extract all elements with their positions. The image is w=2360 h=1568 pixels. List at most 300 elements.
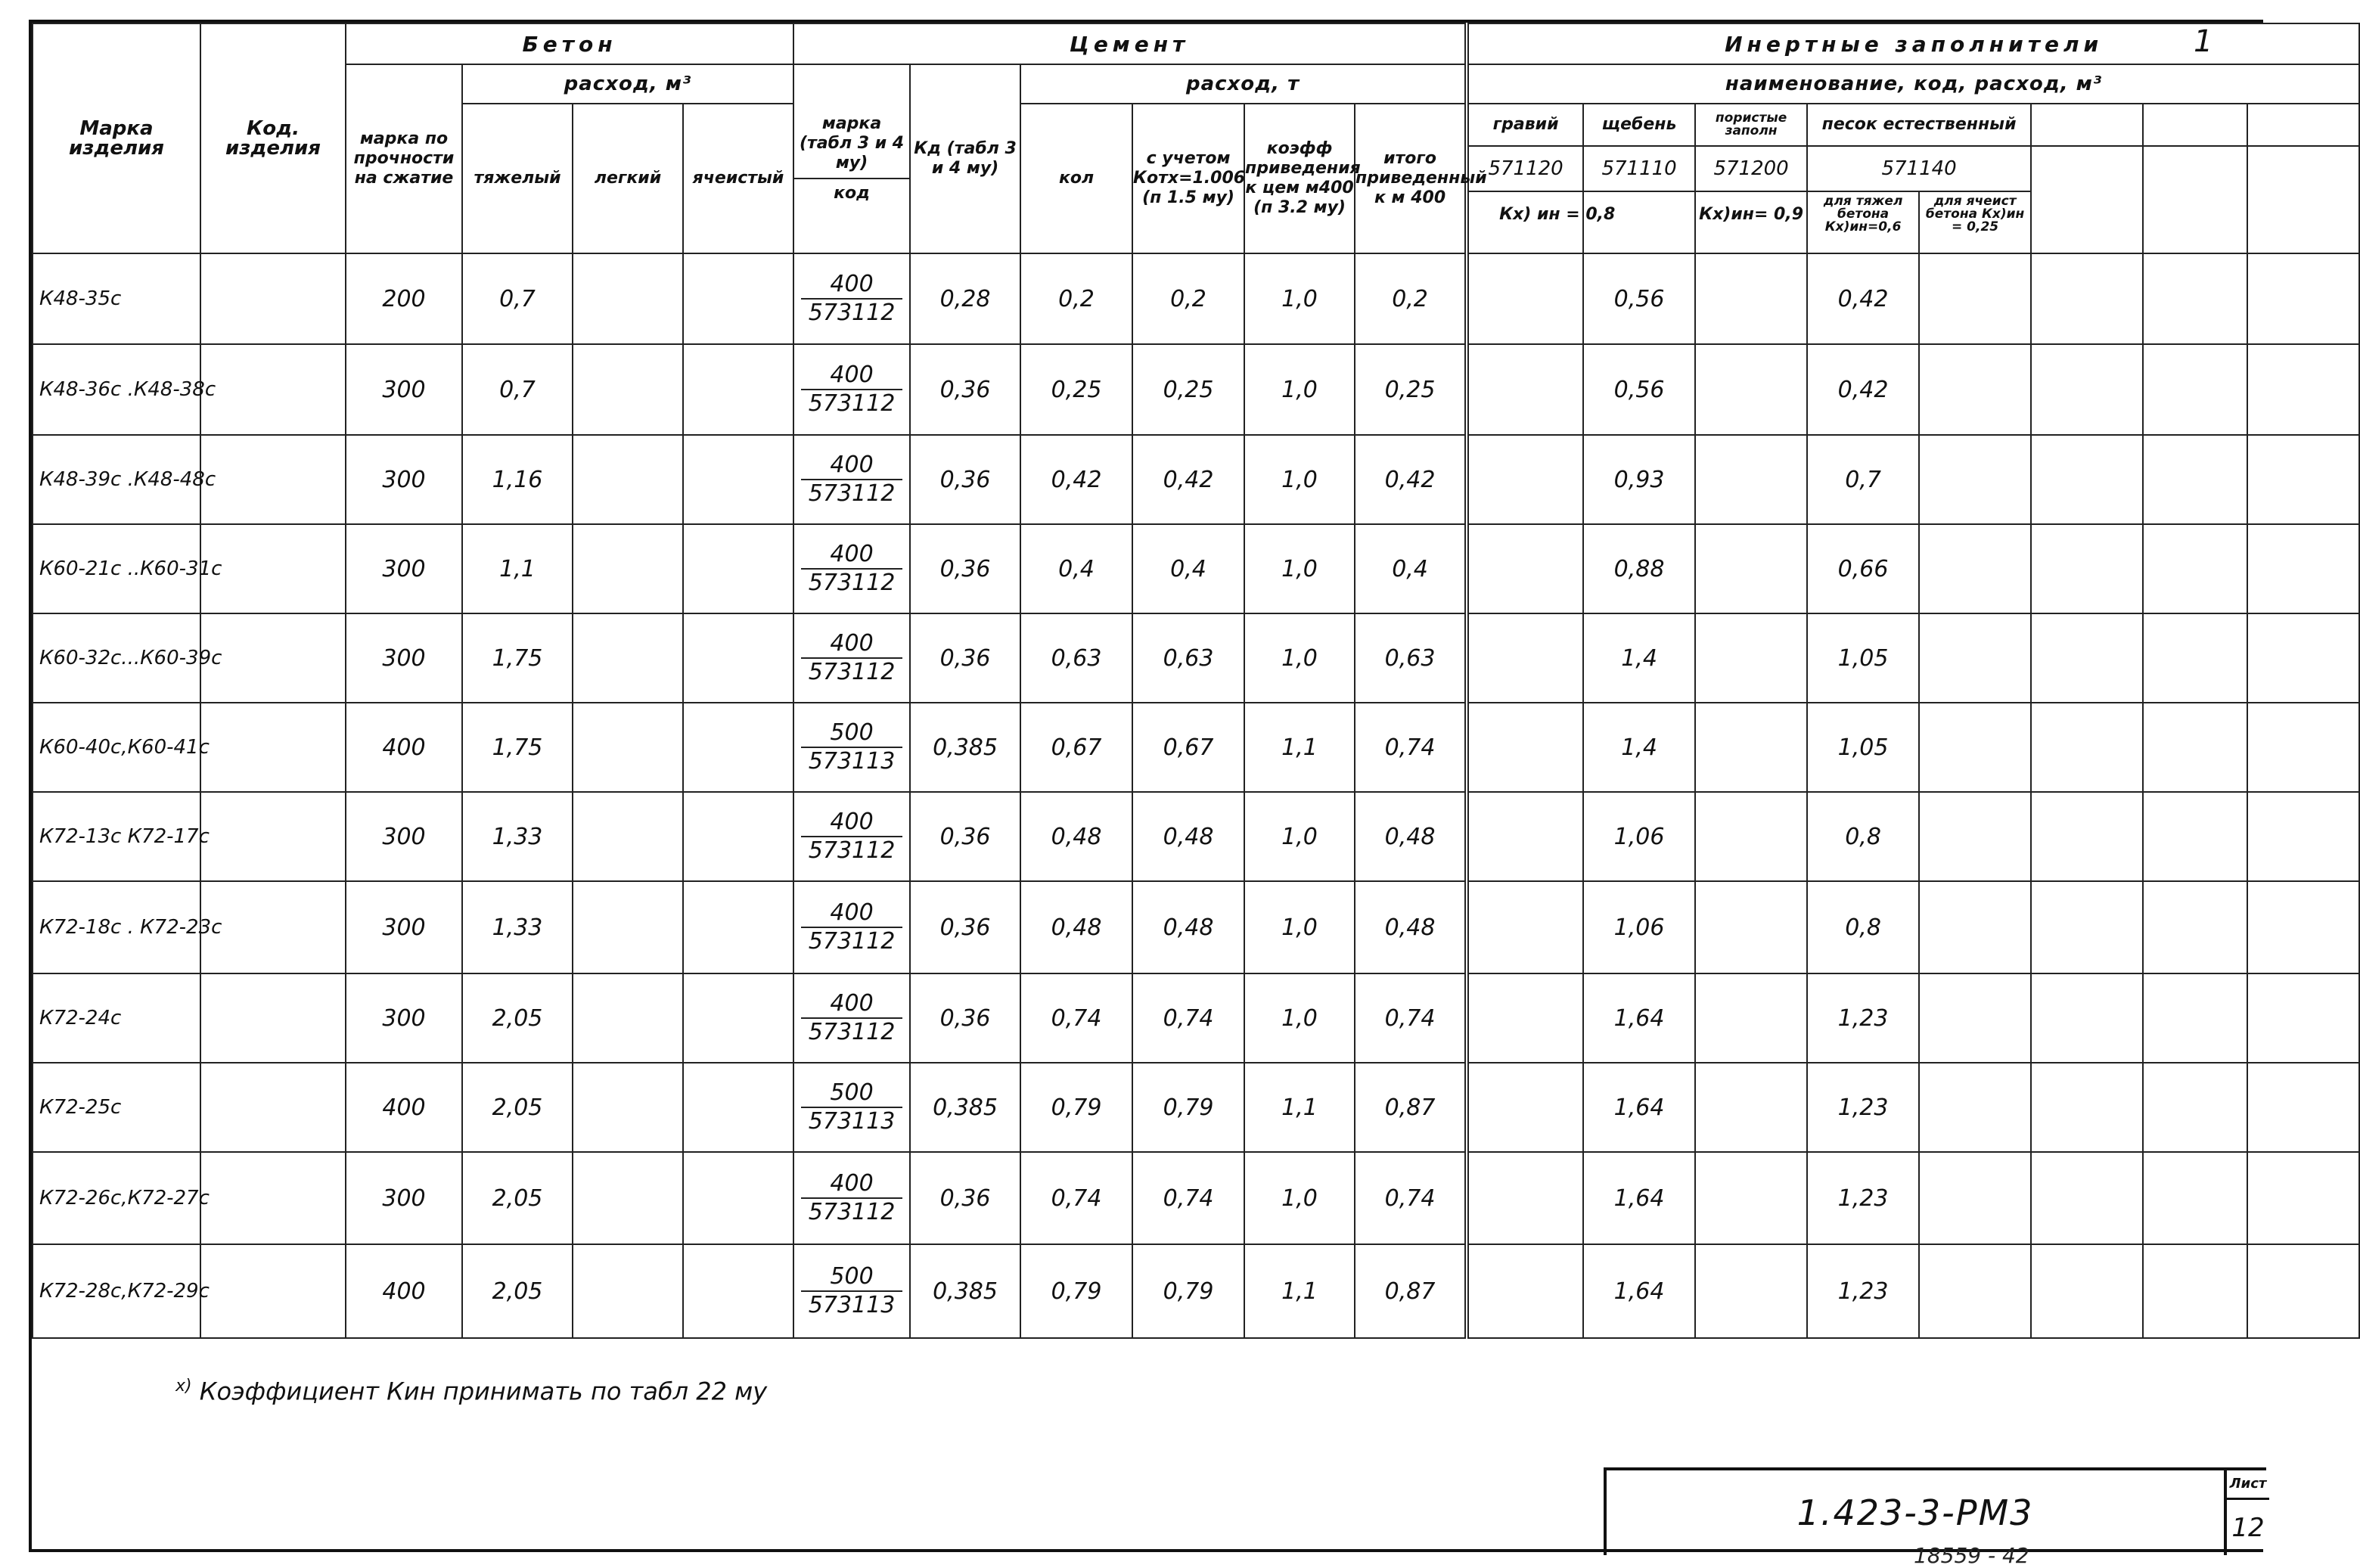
col-empty-4 (2031, 146, 2143, 253)
cement-kod-value: 573112 (808, 837, 896, 864)
title-block (1604, 1467, 2266, 1555)
cement-fraction (801, 809, 903, 865)
cell-name: К60-21с ..К60-31с (33, 524, 200, 613)
cell-kod (200, 1152, 346, 1244)
cell-e1 (2031, 524, 2143, 613)
cell-koef: 1,0 (1244, 524, 1355, 613)
cell-cement (793, 435, 910, 524)
cell-cement (793, 253, 910, 344)
corner-mark: 1 (2194, 24, 2213, 59)
col-shcheben: щебень (1583, 104, 1695, 146)
k-gravii: Кx) ин = 0,8 (1499, 205, 1616, 224)
cell-legk (573, 344, 683, 435)
cell-marka: 200 (346, 253, 462, 344)
cell-e2 (2143, 524, 2247, 613)
table-row (33, 1244, 2359, 1338)
cell-kol: 0,25 (1020, 344, 1132, 435)
cell-yach (683, 613, 793, 703)
cell-yach-pesok (1919, 524, 2031, 613)
cell-itogo: 0,2 (1355, 253, 1467, 344)
cell-poristye (1695, 524, 1807, 613)
cell-name: К60-32с...К60-39с (33, 613, 200, 703)
cell-e2 (2143, 1152, 2247, 1244)
k-poristye: Кx)ин= 0,9 (1699, 205, 1804, 224)
col-empty-1 (2031, 104, 2143, 146)
cement-kod-value: 573112 (808, 570, 896, 596)
cell-koef: 1,1 (1244, 1244, 1355, 1338)
cell-gravii (1467, 613, 1583, 703)
cell-legk (573, 881, 683, 973)
cell-marka: 400 (346, 1244, 462, 1338)
cell-e1 (2031, 1152, 2143, 1244)
materials-table (32, 23, 2360, 1339)
cell-e2 (2143, 792, 2247, 881)
col-cement-kol: кол (1020, 104, 1132, 253)
cell-cement (793, 881, 910, 973)
cell-marka: 300 (346, 435, 462, 524)
group-cement: Цемент (793, 23, 1467, 64)
cement-kod-value: 573113 (808, 1292, 896, 1318)
cell-koef: 1,0 (1244, 613, 1355, 703)
cell-e3 (2247, 344, 2359, 435)
cell-tyazh: 2,05 (462, 1244, 573, 1338)
cell-pesok: 0,42 (1807, 253, 1919, 344)
table-row (33, 792, 2359, 881)
cell-itogo: 0,74 (1355, 973, 1467, 1063)
cement-marka-value: 400 (801, 452, 903, 480)
cell-marka: 300 (346, 344, 462, 435)
cell-pesok: 1,23 (1807, 973, 1919, 1063)
cell-s-uch: 0,48 (1132, 881, 1244, 973)
cell-koef: 1,0 (1244, 344, 1355, 435)
cell-tyazh: 1,16 (462, 435, 573, 524)
col-pesok: песок естественный (1807, 104, 2031, 146)
cell-yach-pesok (1919, 703, 2031, 792)
table-row (33, 524, 2359, 613)
cell-itogo: 0,87 (1355, 1244, 1467, 1338)
cell-kol: 0,42 (1020, 435, 1132, 524)
cell-koef: 1,0 (1244, 253, 1355, 344)
cell-marka: 400 (346, 1063, 462, 1152)
col-beton-legk: легкий (573, 104, 683, 253)
cement-marka-value: 400 (801, 809, 903, 837)
cement-marka-value: 400 (801, 990, 903, 1019)
cell-cement (793, 703, 910, 792)
table-row (33, 973, 2359, 1063)
cell-shcheben: 1,4 (1583, 613, 1695, 703)
cell-kod (200, 613, 346, 703)
cell-gravii (1467, 1244, 1583, 1338)
header-row-1 (33, 23, 2359, 64)
cell-gravii (1467, 253, 1583, 344)
cell-poristye (1695, 703, 1807, 792)
cell-itogo: 0,25 (1355, 344, 1467, 435)
cell-s-uch: 0,74 (1132, 1152, 1244, 1244)
cell-cement (793, 524, 910, 613)
cell-yach-pesok (1919, 1063, 2031, 1152)
cell-itogo: 0,74 (1355, 1152, 1467, 1244)
cell-koef: 1,0 (1244, 973, 1355, 1063)
cell-legk (573, 524, 683, 613)
cell-e2 (2143, 1063, 2247, 1152)
cell-marka: 300 (346, 881, 462, 973)
cell-tyazh: 1,75 (462, 613, 573, 703)
drawing-sheet (29, 20, 2267, 1552)
cell-marka: 300 (346, 613, 462, 703)
col-cement-kd: Кд (табл 3 и 4 му) (910, 64, 1020, 253)
cell-kod (200, 1063, 346, 1152)
cell-yach-pesok (1919, 253, 2031, 344)
cell-poristye (1695, 613, 1807, 703)
cell-tyazh: 0,7 (462, 344, 573, 435)
cell-e1 (2031, 344, 2143, 435)
col-beton-marka: марка по прочности на сжатие (346, 64, 462, 253)
cell-itogo: 0,4 (1355, 524, 1467, 613)
table-row (33, 435, 2359, 524)
cell-name: К72-25с (33, 1063, 200, 1152)
cell-kol: 0,67 (1020, 703, 1132, 792)
k-pesok-yach: для ячеист бетона Кx)ин = 0,25 (1925, 194, 2025, 234)
cell-e2 (2143, 613, 2247, 703)
col-empty-2 (2143, 104, 2247, 146)
cell-name: К72-26с,К72-27с (33, 1152, 200, 1244)
cement-marka-value: 400 (801, 1170, 903, 1199)
group-beton: Бетон (346, 23, 793, 64)
cell-marka: 300 (346, 1152, 462, 1244)
cell-pesok: 1,05 (1807, 613, 1919, 703)
cell-shcheben: 1,4 (1583, 703, 1695, 792)
cell-cement (793, 613, 910, 703)
cell-yach (683, 703, 793, 792)
document-code: 1.423-3-РМ3 (1796, 1492, 2034, 1533)
cell-cement (793, 1063, 910, 1152)
cell-e1 (2031, 703, 2143, 792)
col-cement-rashod: расход, т (1020, 64, 1467, 104)
cell-s-uch: 0,4 (1132, 524, 1244, 613)
cell-legk (573, 973, 683, 1063)
cell-pesok: 0,66 (1807, 524, 1919, 613)
cell-kod (200, 1244, 346, 1338)
cell-kd: 0,28 (910, 253, 1020, 344)
cell-e1 (2031, 253, 2143, 344)
cell-poristye (1695, 253, 1807, 344)
cell-yach (683, 1244, 793, 1338)
table-row (33, 1152, 2359, 1244)
col-empty-3 (2247, 104, 2359, 146)
cell-yach-pesok (1919, 613, 2031, 703)
cell-shcheben: 0,88 (1583, 524, 1695, 613)
cell-shcheben: 1,64 (1583, 1063, 1695, 1152)
cell-marka: 400 (346, 703, 462, 792)
cell-e3 (2247, 613, 2359, 703)
cement-kod-value: 573112 (808, 300, 896, 326)
cell-gravii (1467, 435, 1583, 524)
cell-kol: 0,74 (1020, 1152, 1132, 1244)
footnote-text: Коэффициент Кин принимать по табл 22 му (199, 1377, 768, 1406)
cell-e3 (2247, 524, 2359, 613)
cell-kol: 0,48 (1020, 792, 1132, 881)
cell-gravii (1467, 703, 1583, 792)
cell-kol: 0,79 (1020, 1063, 1132, 1152)
cell-yach (683, 524, 793, 613)
cell-kd: 0,385 (910, 703, 1020, 792)
cell-shcheben: 0,56 (1583, 344, 1695, 435)
cell-e3 (2247, 1063, 2359, 1152)
table-row (33, 703, 2359, 792)
cell-e3 (2247, 253, 2359, 344)
cell-s-uch: 0,25 (1132, 344, 1244, 435)
cell-yach-pesok (1919, 344, 2031, 435)
cell-name: К72-28с,К72-29с (33, 1244, 200, 1338)
kod-poristye: 571200 (1696, 147, 1806, 192)
cell-yach-pesok (1919, 435, 2031, 524)
cell-e3 (2247, 973, 2359, 1063)
cement-marka-value: 400 (801, 899, 903, 928)
cell-cement (793, 792, 910, 881)
cell-s-uch: 0,48 (1132, 792, 1244, 881)
cell-pesok-kod (1807, 146, 2031, 253)
cement-fraction (801, 990, 903, 1046)
table-row (33, 344, 2359, 435)
sheet-label: Лист (2227, 1470, 2269, 1500)
cell-pesok: 0,42 (1807, 344, 1919, 435)
cell-kd: 0,36 (910, 973, 1020, 1063)
cell-koef: 1,0 (1244, 1152, 1355, 1244)
cell-shcheben: 1,06 (1583, 881, 1695, 973)
cement-kod-value: 573112 (808, 480, 896, 507)
kod-pesok: 571140 (1808, 147, 2030, 192)
cell-shcheben: 1,64 (1583, 1152, 1695, 1244)
cell-cement (793, 1244, 910, 1338)
cement-kod-value: 573112 (808, 390, 896, 417)
cell-e3 (2247, 1244, 2359, 1338)
cell-legk (573, 253, 683, 344)
cell-poristye (1695, 435, 1807, 524)
cell-yach (683, 435, 793, 524)
cell-itogo: 0,63 (1355, 613, 1467, 703)
cell-gravii (1467, 881, 1583, 973)
cell-kol: 0,4 (1020, 524, 1132, 613)
cell-cement (793, 1152, 910, 1244)
cell-poristye (1695, 1063, 1807, 1152)
cement-fraction (801, 271, 903, 327)
cell-yach (683, 253, 793, 344)
cell-tyazh: 1,75 (462, 703, 573, 792)
cement-fraction (801, 452, 903, 508)
cell-kd: 0,36 (910, 344, 1020, 435)
cement-fraction (801, 541, 903, 597)
cell-yach (683, 344, 793, 435)
cell-gravii (1467, 792, 1583, 881)
cell-shcheben: 0,93 (1583, 435, 1695, 524)
cell-itogo: 0,48 (1355, 792, 1467, 881)
cement-kod-value: 573112 (808, 1019, 896, 1045)
cell-s-uch: 0,42 (1132, 435, 1244, 524)
cell-kod (200, 792, 346, 881)
cement-marka-value: 400 (801, 362, 903, 390)
col-cement-koef: коэфф приведения к цем м400 (п 3.2 му) (1244, 104, 1355, 253)
cement-fraction (801, 719, 903, 775)
cell-tyazh: 1,1 (462, 524, 573, 613)
cell-kol: 0,63 (1020, 613, 1132, 703)
cell-tyazh: 2,05 (462, 1063, 573, 1152)
cell-legk (573, 613, 683, 703)
cell-kd: 0,36 (910, 435, 1020, 524)
cell-cement (793, 344, 910, 435)
cement-marka-value: 400 (801, 271, 903, 300)
cell-kod (200, 703, 346, 792)
col-gravii: гравий (1467, 104, 1583, 146)
cell-legk (573, 792, 683, 881)
col-empty-6 (2247, 146, 2359, 253)
cell-e2 (2143, 1244, 2247, 1338)
cell-pesok: 0,7 (1807, 435, 1919, 524)
cell-e1 (2031, 1063, 2143, 1152)
cell-gravii (1467, 524, 1583, 613)
cement-kod-value: 573113 (808, 748, 896, 775)
kod-gravii: 571120 (1469, 147, 1582, 192)
cell-e1 (2031, 881, 2143, 973)
cell-poristye (1695, 344, 1807, 435)
cell-itogo: 0,87 (1355, 1063, 1467, 1152)
cell-e2 (2143, 881, 2247, 973)
cell-itogo: 0,48 (1355, 881, 1467, 973)
cement-kod-value: 573112 (808, 928, 896, 955)
footnote-marker: х) (175, 1377, 192, 1396)
cell-kod (200, 973, 346, 1063)
cell-s-uch: 0,63 (1132, 613, 1244, 703)
cement-fraction (801, 1079, 903, 1135)
cell-shcheben: 1,06 (1583, 792, 1695, 881)
cement-marka-value: 400 (801, 630, 903, 659)
cell-kod (200, 881, 346, 973)
cell-tyazh: 0,7 (462, 253, 573, 344)
cell-poristye (1695, 973, 1807, 1063)
cell-s-uch: 0,79 (1132, 1063, 1244, 1152)
cell-koef: 1,0 (1244, 435, 1355, 524)
sheet-box (2224, 1470, 2269, 1555)
cell-e1 (2031, 435, 2143, 524)
cell-name: К48-36с .К48-38с (33, 344, 200, 435)
cell-name: К72-24с (33, 973, 200, 1063)
kod-shcheben: 571110 (1584, 147, 1694, 192)
cell-tyazh: 1,33 (462, 792, 573, 881)
cell-marka: 300 (346, 792, 462, 881)
header-row-2 (33, 64, 2359, 104)
cell-yach (683, 973, 793, 1063)
cell-e3 (2247, 703, 2359, 792)
cell-legk (573, 703, 683, 792)
cell-e3 (2247, 435, 2359, 524)
cell-gravii (1467, 973, 1583, 1063)
cell-koef: 1,0 (1244, 881, 1355, 973)
col-kod-izdeliya: Код. изделия (200, 23, 346, 253)
cell-name: К72-18с . К72-23с (33, 881, 200, 973)
cement-kod-label: код (834, 184, 870, 203)
cell-legk (573, 1063, 683, 1152)
cell-poristye-kod (1695, 146, 1807, 253)
cell-e2 (2143, 344, 2247, 435)
col-marka-izdeliya: Марка изделия (33, 23, 200, 253)
group-inert: Инертные заполнители (1467, 23, 2359, 64)
cell-yach (683, 792, 793, 881)
cell-gravii (1467, 1063, 1583, 1152)
cell-yach-pesok (1919, 881, 2031, 973)
cell-cement (793, 973, 910, 1063)
cement-marka-value: 400 (801, 541, 903, 570)
cell-kd: 0,36 (910, 792, 1020, 881)
cell-yach (683, 1152, 793, 1244)
cell-pesok: 1,23 (1807, 1152, 1919, 1244)
cement-kod-value: 573113 (808, 1108, 896, 1135)
cell-e3 (2247, 792, 2359, 881)
cell-gravii (1467, 1152, 1583, 1244)
cell-kol: 0,2 (1020, 253, 1132, 344)
cell-koef: 1,0 (1244, 792, 1355, 881)
cell-kol: 0,79 (1020, 1244, 1132, 1338)
cell-pesok: 0,8 (1807, 881, 1919, 973)
cell-e1 (2031, 792, 2143, 881)
cell-kd: 0,36 (910, 1152, 1020, 1244)
cell-kol: 0,74 (1020, 973, 1132, 1063)
cell-shcheben: 1,64 (1583, 973, 1695, 1063)
cell-yach (683, 1063, 793, 1152)
col-cement-s-uchetom: с учетом Котх=1.006 (п 1.5 му) (1132, 104, 1244, 253)
cell-e3 (2247, 1152, 2359, 1244)
cell-kd: 0,36 (910, 613, 1020, 703)
cement-fraction (801, 1263, 903, 1319)
col-beton-tyazh: тяжелый (462, 104, 573, 253)
cell-tyazh: 2,05 (462, 973, 573, 1063)
cell-yach-pesok (1919, 1244, 2031, 1338)
col-cement-marka (793, 64, 910, 253)
col-cement-itogo: итого приведенный к м 400 (1355, 104, 1467, 253)
cell-gravii (1467, 344, 1583, 435)
cell-marka: 300 (346, 524, 462, 613)
table-row (33, 1063, 2359, 1152)
col-beton-rashod: расход, м³ (462, 64, 793, 104)
archive-number: 18559 - 42 (1914, 1543, 2029, 1568)
cell-kod (200, 524, 346, 613)
col-inert-naim: наименование, код, расход, м³ (1467, 64, 2359, 104)
sheet-number: 12 (2231, 1513, 2265, 1543)
cell-pesok: 0,8 (1807, 792, 1919, 881)
cement-marka-value: 500 (801, 1263, 903, 1292)
cell-name: К60-40с,К60-41с (33, 703, 200, 792)
col-empty-5 (2143, 146, 2247, 253)
table-row (33, 613, 2359, 703)
cell-poristye (1695, 1152, 1807, 1244)
cell-tyazh: 1,33 (462, 881, 573, 973)
cell-e1 (2031, 613, 2143, 703)
cell-yach-pesok (1919, 792, 2031, 881)
cell-kod (200, 435, 346, 524)
cell-kol: 0,48 (1020, 881, 1132, 973)
cell-kd: 0,36 (910, 881, 1020, 973)
cell-yach-pesok (1919, 973, 2031, 1063)
table-row (33, 253, 2359, 344)
cell-poristye (1695, 792, 1807, 881)
cement-marka-value: 500 (801, 719, 903, 748)
cell-yach-pesok (1919, 1152, 2031, 1244)
cell-yach (683, 881, 793, 973)
cell-gravii-kod (1467, 146, 1616, 253)
cement-fraction (801, 630, 903, 686)
cement-marka-label: марка (табл 3 и 4 му) (794, 114, 909, 179)
footnote (175, 1377, 767, 1406)
cell-legk (573, 435, 683, 524)
cell-e1 (2031, 1244, 2143, 1338)
